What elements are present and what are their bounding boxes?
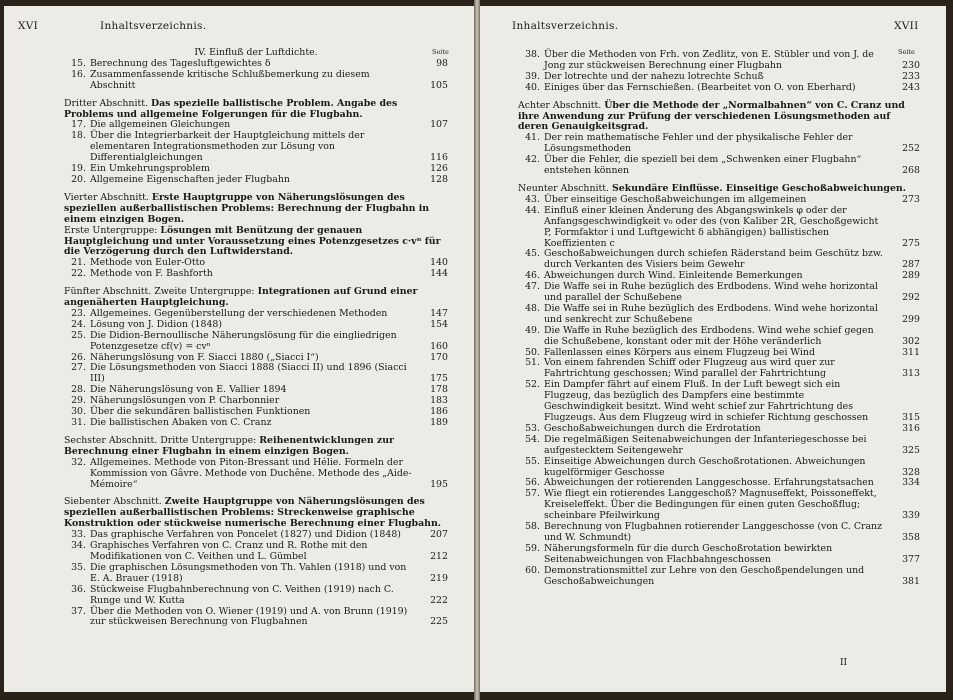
entry-title: Allgemeine Eigenschaften jeder Flugbahn [90, 173, 290, 185]
entry-title: Lösung von J. Didion (1848) [90, 318, 223, 330]
toc-entry [64, 131, 448, 164]
toc-entry [518, 50, 920, 72]
chapter-label: Fünfter Abschnitt. Zweite Untergruppe: [64, 286, 255, 298]
entry-page: 328 [902, 466, 920, 478]
entry-page: 339 [902, 510, 920, 522]
entry-number: 50. [525, 346, 540, 358]
entry-page: 292 [902, 292, 920, 304]
entry-number: 57. [525, 488, 540, 500]
entry-title: Stückweise Flugbahnberechnung von C. Veithen (1919) nach C. Runge und W. Kutta [90, 583, 394, 606]
chapter-heading [64, 287, 448, 309]
entry-title: Über die Fehler, die speziell bei dem „Schwenken einer Flugbahn“ entstehen können [544, 154, 862, 177]
entry-page: 189 [430, 417, 448, 428]
toc-entry [518, 206, 920, 250]
entry-page: 311 [902, 346, 920, 358]
entry-number: 34. [71, 540, 86, 552]
entry-number: 40. [525, 81, 540, 93]
entry-title: Geschoßabweichungen durch schiefen Räderstand beim Geschütz bzw. durch Verkanten des Visiers beim Gewehr [544, 248, 883, 271]
signature-mark: II [840, 658, 848, 668]
toc-entry [518, 544, 920, 566]
entry-number: 20. [71, 173, 86, 185]
entry-title: Methode von Euler-Otto [90, 257, 206, 269]
entry-number: 54. [525, 433, 540, 445]
entry-page: 275 [902, 237, 920, 249]
entry-page: 160 [430, 340, 448, 352]
entry-page: 144 [430, 268, 448, 280]
entry-number: 48. [525, 302, 540, 314]
toc-entry [518, 522, 920, 544]
section-title: IV. Einfluß der Luftdichte. [194, 47, 318, 58]
entry-title: Von einem fahrenden Schiff oder Flugzeug aus wird quer zur Fahrtrichtung geschossen; Wind parallel der Fahrtrichtung [544, 357, 835, 380]
entry-title: Die Waffe sei in Ruhe bezüglich des Erdbodens. Wind wehe horizontal und parallel der Schußebene [544, 281, 878, 304]
entry-title: Abweichungen der rotierenden Langgeschosse. Erfahrungstatsachen [544, 477, 874, 489]
entry-page: 178 [430, 384, 448, 396]
chapter-label: Dritter Abschnitt. [64, 97, 148, 109]
toc-entry [518, 457, 920, 479]
toc-entry [64, 331, 448, 353]
chapter-heading [64, 497, 448, 530]
entry-number: 17. [71, 119, 86, 131]
chapter-label: Achter Abschnitt. [518, 99, 602, 111]
entry-title: Näherungslösung von F. Siacci 1880 („Siacci I“) [90, 351, 319, 363]
toc-list-left [64, 48, 448, 628]
entry-number: 59. [525, 542, 540, 554]
toc-entry [518, 83, 920, 94]
toc-entry [64, 607, 448, 629]
entry-page: 207 [430, 529, 448, 541]
running-head-left: Inhaltsverzeichnis. [100, 20, 207, 32]
toc-entry [64, 175, 448, 186]
chapter-title: Reihenentwicklungen zur Berechnung einer Flugbahn in einem einzigen Bogen. [64, 434, 394, 457]
entry-title: Die ballistischen Abaken von C. Cranz [90, 417, 272, 428]
entry-number: 16. [71, 68, 86, 80]
entry-title: Die Näherungslösung von E. Vallier 1894 [90, 384, 287, 396]
entry-title: Demonstrationsmittel zur Lehre von den Geschoßpendelungen und Geschoßabweichungen [544, 564, 865, 587]
entry-number: 53. [525, 422, 540, 434]
entry-page: 233 [902, 70, 920, 82]
entry-page: 334 [902, 477, 920, 489]
entry-page: 126 [430, 163, 448, 175]
entry-title: Methode von F. Bashforth [90, 268, 213, 280]
toc-entry [64, 269, 448, 280]
entry-number: 56. [525, 477, 540, 489]
entry-number: 51. [525, 357, 540, 369]
seite-label-left: Seite [432, 48, 449, 56]
entry-number: 52. [525, 379, 540, 391]
entry-page: 212 [430, 550, 448, 562]
entry-number: 27. [71, 362, 86, 374]
entry-page: 154 [430, 318, 448, 330]
entry-number: 33. [71, 529, 86, 541]
toc-entry [518, 304, 920, 326]
toc-entry [518, 133, 920, 155]
entry-page: 316 [902, 422, 920, 434]
chapter-label: Neunter Abschnitt. [518, 182, 610, 194]
entry-number: 22. [71, 268, 86, 280]
toc-entry [64, 418, 448, 429]
entry-page: 313 [902, 368, 920, 380]
chapter-title: Sekundäre Einflüsse. Einseitige Geschoßabweichungen. [612, 182, 907, 194]
entry-title: Zusammenfassende kritische Schlußbemerkung zu diesem Abschnitt [90, 68, 370, 91]
entry-title: Näherungslösungen von P. Charbonnier [90, 395, 280, 407]
entry-page: 358 [902, 531, 920, 543]
chapter-title: Integrationen auf Grund einer angenäherten Hauptgleichung. [64, 286, 418, 309]
entry-page: 128 [430, 173, 448, 185]
entry-title: Graphisches Verfahren von C. Cranz und R. Rothe mit den Modifikationen von C. Veithen und L. Gümbel [90, 540, 368, 562]
entry-page: 170 [430, 351, 448, 363]
entry-page: 175 [430, 373, 448, 385]
entry-page: 107 [430, 119, 448, 131]
entry-title: Berechnung des Tagesluftgewichtes δ [90, 57, 271, 69]
chapter-label: Sechster Abschnitt. Dritte Untergruppe: [64, 434, 257, 446]
entry-number: 36. [71, 583, 86, 595]
entry-page: 105 [430, 79, 448, 91]
entry-title: Die graphischen Lösungsmethoden von Th. Vahlen (1918) und von E. A. Brauer (1918) [90, 561, 407, 584]
entry-number: 23. [71, 307, 86, 319]
entry-title: Abweichungen durch Wind. Einleitende Bemerkungen [544, 270, 803, 282]
entry-page: 98 [436, 57, 448, 69]
chapter-title: Über die Methode der „Normalbahnen“ von C. Cranz und ihre Anwendung zur Prüfung der verschiedenen Lösungsmethoden auf deren Genauigkeitsgrad. [518, 99, 905, 133]
entry-number: 58. [525, 521, 540, 533]
toc-entry [64, 541, 448, 563]
entry-number: 38. [525, 49, 540, 60]
toc-entry [64, 458, 448, 491]
chapter-heading [64, 226, 448, 259]
entry-page: 183 [430, 395, 448, 407]
toc-entry [518, 249, 920, 271]
chapter-label: Erste Untergruppe: [64, 224, 158, 236]
running-head-right: Inhaltsverzeichnis. [512, 20, 619, 32]
entry-title: Der rein mathematische Fehler und der physikalische Fehler der Lösungsmethoden [544, 132, 853, 155]
entry-number: 18. [71, 130, 86, 142]
entry-title: Über die Methoden von O. Wiener (1919) und A. von Brunn (1919) zur stückweisen Berechnung von Flugbahnen [90, 605, 408, 628]
entry-title: Das graphische Verfahren von Poncelet (1827) und Didion (1848) [90, 529, 401, 541]
toc-entry [518, 282, 920, 304]
chapter-heading [64, 99, 448, 121]
toc-entry [518, 566, 920, 588]
entry-title: Ein Dampfer fährt auf einem Fluß. In der Luft bewegt sich ein Flugzeug, das bezüglich des Dampfers eine bestimmte Geschwindigkeit besitzt. Wind weht schief zur Fahrtrichtung des Flugzeugs. Aus dem Flugzeug wird in schiefer Richtung geschossen [544, 379, 869, 423]
entry-title: Einseitige Abweichungen durch Geschoßrotationen. Abweichungen kugelförmiger Geschosse [544, 455, 866, 478]
entry-number: 15. [71, 57, 86, 69]
toc-entry [64, 563, 448, 585]
entry-title: Die Lösungsmethoden von Siacci 1888 (Siacci II) und 1896 (Siacci III) [90, 362, 407, 385]
entry-title: Näherungsformeln für die durch Geschoßrotation bewirkten Seitenabweichungen von Flachbahngeschossen [544, 542, 833, 565]
seite-label-right: Seite [898, 48, 915, 56]
chapter-heading [64, 436, 448, 458]
entry-title: Einfluß einer kleinen Änderung des Abgangswinkels φ oder der Anfangsgeschwindigkeit v₀ oder des (von Kaliber 2R, Geschoßgewicht P, Formfaktor i und Luftgewicht δ abhängigen) ballistischen Koeffizienten c [544, 204, 879, 249]
toc-entry [64, 585, 448, 607]
toc-entry [64, 363, 448, 385]
left-page [4, 6, 474, 692]
chapter-heading [518, 101, 920, 134]
page-number-right: XVII [894, 20, 919, 32]
entry-title: Über die Integrierbarkeit der Hauptgleichung mittels der elementaren Integrationsmethoden zur Lösung von Differentialgleichungen [90, 130, 365, 164]
entry-number: 30. [71, 406, 86, 418]
entry-number: 24. [71, 318, 86, 330]
entry-title: Über einseitige Geschoßabweichungen im allgemeinen [544, 193, 807, 205]
entry-page: 302 [902, 335, 920, 347]
entry-page: 273 [902, 193, 920, 205]
entry-title: Die allgemeinen Gleichungen [90, 119, 231, 131]
entry-number: 46. [525, 270, 540, 282]
toc-entry [518, 435, 920, 457]
entry-title: Geschoßabweichungen durch die Erdrotation [544, 422, 761, 434]
entry-title: Die Didion-Bernoullische Näherungslösung für die eingliedrigen Potenzgesetze cf(v) = cvⁿ [90, 329, 397, 352]
chapter-label: Siebenter Abschnitt. [64, 496, 162, 508]
toc-list-right [518, 50, 920, 588]
entry-page: 195 [430, 478, 448, 490]
page-number-left: XVI [18, 20, 39, 32]
entry-number: 44. [525, 204, 540, 216]
entry-title: Allgemeines. Methode von Piton-Bressant und Hélie. Formeln der Kommission von Gâvre. Methode von Duchêne. Methode des „Aide-Mémoire“ [90, 456, 412, 490]
entry-number: 35. [71, 561, 86, 573]
right-page [480, 6, 946, 692]
toc-entry [64, 70, 448, 92]
entry-page: 225 [430, 616, 448, 628]
entry-page: 147 [430, 307, 448, 319]
entry-title: Ein Umkehrungsproblem [90, 163, 210, 175]
entry-page: 243 [902, 81, 920, 93]
entry-page: 186 [430, 406, 448, 418]
toc-entry [518, 358, 920, 380]
entry-page: 377 [902, 553, 920, 565]
entry-title: Über die sekundären ballistischen Funktionen [90, 406, 311, 418]
entry-page: 287 [902, 259, 920, 271]
entry-page: 268 [902, 165, 920, 177]
entry-title: Der lotrechte und der nahezu lotrechte Schuß [544, 70, 764, 82]
toc-entry [518, 155, 920, 177]
entry-title: Einiges über das Fernschießen. (Bearbeitet von O. von Eberhard) [544, 81, 856, 93]
entry-page: 299 [902, 313, 920, 325]
entry-number: 49. [525, 324, 540, 336]
toc-entry [518, 489, 920, 522]
entry-number: 45. [525, 248, 540, 260]
chapter-heading [64, 193, 448, 226]
entry-number: 39. [525, 70, 540, 82]
entry-page: 315 [902, 412, 920, 423]
entry-title: Die regelmäßigen Seitenabweichungen der Infanteriegeschosse bei aufgestecktem Seitengewehr [544, 433, 867, 456]
entry-number: 43. [525, 193, 540, 205]
entry-number: 25. [71, 329, 86, 341]
entry-page: 325 [902, 444, 920, 456]
entry-number: 41. [525, 132, 540, 144]
entry-number: 31. [71, 417, 86, 428]
entry-title: Die Waffe sei in Ruhe bezüglich des Erdbodens. Wind wehe horizontal und senkrecht zur Schußebene [544, 302, 878, 325]
entry-title: Die Waffe in Ruhe bezüglich des Erdbodens. Wind wehe schief gegen die Schußebene, konstant oder mit der Höhe veränderlich [544, 324, 874, 347]
entry-title: Allgemeines. Gegenüberstellung der verschiedenen Methoden [90, 307, 388, 319]
entry-page: 252 [902, 143, 920, 155]
entry-number: 55. [525, 455, 540, 467]
entry-number: 21. [71, 257, 86, 269]
entry-number: 32. [71, 456, 86, 468]
entry-page: 222 [430, 594, 448, 606]
chapter-title: Das spezielle ballistische Problem. Angabe des Problems und allgemeine Folgerungen für die Flugbahn. [64, 97, 398, 120]
entry-number: 29. [71, 395, 86, 407]
chapter-title: Erste Hauptgruppe von Näherungslösungen des speziellen außerballistischen Problems: Berechnung der Flugbahn in einem einzigen Bogen. [64, 191, 430, 225]
chapter-title: Zweite Hauptgruppe von Näherungslösungen des speziellen außerballistischen Problems: Streckenweise graphische Konstruktion oder stückweise numerische Berechnung einer Flugbahn. [64, 496, 442, 530]
entry-page: 219 [430, 572, 448, 584]
toc-entry [518, 326, 920, 348]
entry-number: 42. [525, 154, 540, 166]
entry-number: 37. [71, 605, 86, 617]
chapter-label: Vierter Abschnitt. [64, 191, 149, 203]
entry-page: 140 [430, 257, 448, 269]
entry-number: 60. [525, 564, 540, 576]
entry-number: 28. [71, 384, 86, 396]
entry-page: 381 [902, 575, 920, 587]
entry-title: Fallenlassen eines Körpers aus einem Flugzeug bei Wind [544, 346, 815, 358]
entry-page: 116 [430, 152, 448, 164]
entry-page: 230 [902, 59, 920, 71]
entry-title: Berechnung von Flugbahnen rotierender Langgeschosse (von C. Cranz und W. Schmundt) [544, 521, 883, 543]
entry-number: 26. [71, 351, 86, 363]
chapter-title: Lösungen mit Benützung der genauen Hauptgleichung und unter Voraussetzung eines Potenzgesetzes c·vⁿ für die Verzögerung durch den Luftwiderstand. [64, 224, 441, 258]
entry-title: Über die Methoden von Frh. von Zedlitz, von E. Stübler und von J. de Jong zur stückweisen Berechnung einer Flugbahn [544, 49, 874, 71]
entry-number: 19. [71, 163, 86, 175]
entry-number: 47. [525, 281, 540, 293]
entry-page: 289 [902, 270, 920, 282]
entry-title: Wie fliegt ein rotierendes Langgeschoß? Magnuseffekt, Poissoneffekt, Kreiseleffekt. Über die Bedingungen für einen guten Geschoßflug; scheinbare Pfeilwirkung [544, 488, 877, 522]
toc-entry [518, 380, 920, 424]
